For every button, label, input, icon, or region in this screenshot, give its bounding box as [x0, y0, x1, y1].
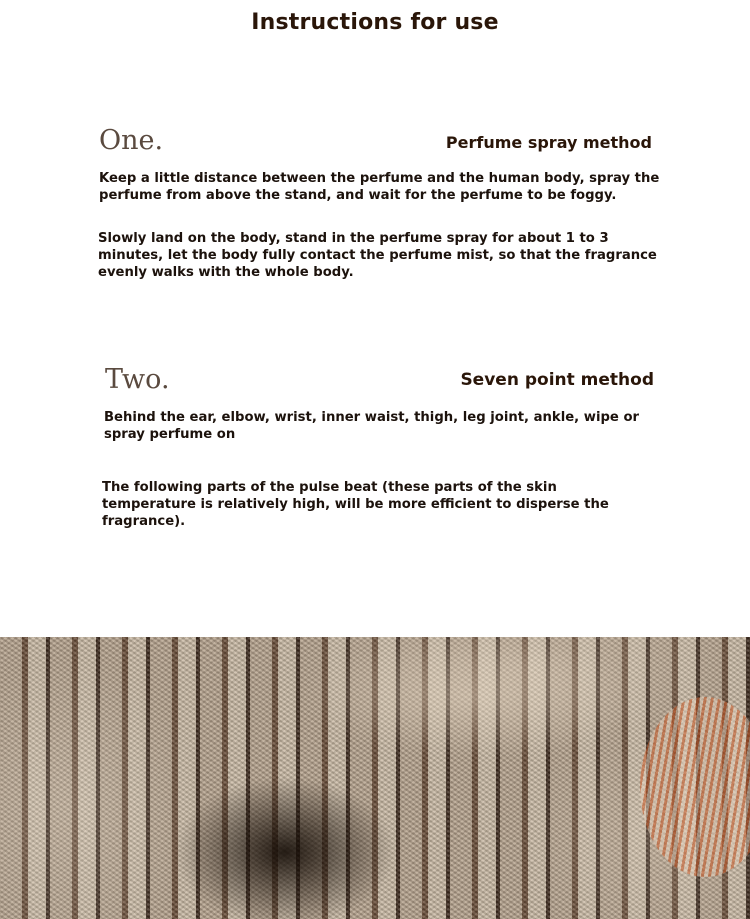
section-paragraph: Keep a little distance between the perfume and the human body, spray the perfume from above the stand, and wait for the perfume to be foggy.	[99, 171, 660, 203]
section-heading: Perfume spray method	[445, 133, 652, 152]
section-paragraph: Slowly land on the body, stand in the perfume spray for about 1 to 3 minutes, let the body fully contact the perfume mist, so that the fragrance evenly walks with the whole body.	[98, 231, 657, 280]
section-heading: Seven point method	[460, 370, 654, 390]
section-paragraph: The following parts of the pulse beat (these parts of the skin temperature is relatively high, will be more efficient to disperse the fragrance).	[102, 480, 609, 529]
page-title: Instructions for use	[251, 10, 499, 35]
plaid-fabric-image	[0, 637, 750, 919]
section-number: Two.	[105, 364, 170, 395]
section-paragraph: Behind the ear, elbow, wrist, inner waist, thigh, leg joint, ankle, wipe or spray perfume on	[104, 410, 640, 442]
section-number: One.	[99, 125, 164, 156]
